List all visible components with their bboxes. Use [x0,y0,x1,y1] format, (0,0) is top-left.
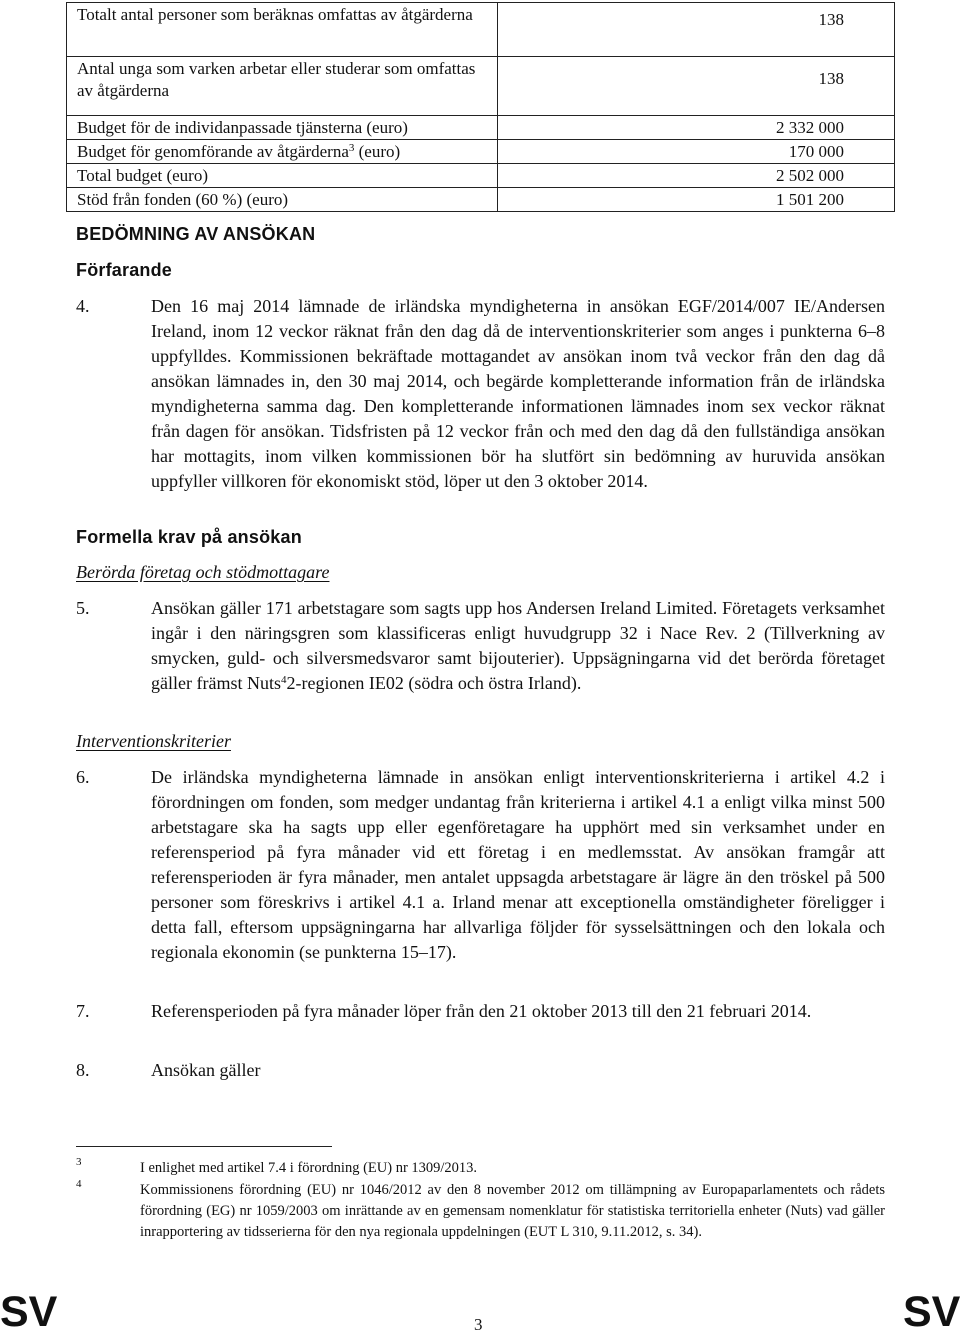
footer-language-left: SV [0,1288,58,1336]
footnote-text: Kommissionens förordning (EU) nr 1046/2012 av den 8 november 2012 om tillämpning av Europaparlamentets och rådets förordning (EG) nr 1059/2003 om inrättande av en gemensam nomenklatur för statistiska territoriella enheter (Nuts) vad gäller inrapportering av tidsserierna för den nya regionala uppdelningen (EUT L 310, 9.11.2012, s. 34). [140,1182,885,1240]
row-label: Antal unga som varken arbetar eller studerar som omfattas av åtgärderna [67,57,498,116]
footnote-separator [76,1146,332,1147]
row-label-text: Budget för genomförande av åtgärderna [77,142,349,161]
paragraph-4 [76,294,885,494]
row-label: Total budget (euro) [67,164,498,188]
table-row [67,140,895,164]
row-label [67,140,498,164]
footnote-mark: 3 [76,1156,82,1168]
table-row [67,116,895,140]
paragraph-number: 5. [76,598,90,618]
page-number: 3 [474,1315,483,1334]
paragraph-text-part: Ansökan gäller 171 arbetstagare som sagts upp hos Andersen Ireland Limited. Företagets verksamhet ingår i den näringsgren som klassificeras enligt huvudgrupp 32 i Nace Rev. 2 (Tillverkning av smycken, guld- och silversmedsvaror samt bijouterier). Uppsägningarna vid det berörda företaget gäller främst Nuts [151,598,885,693]
subheading-criteria: Interventionskriterier [76,731,231,751]
row-value: 138 [498,57,895,116]
budget-table [66,2,895,212]
paragraph-5 [76,596,885,696]
footnote-text: I enlighet med artikel 7.4 i förordning (EU) nr 1309/2013. [140,1160,478,1176]
row-label: Totalt antal personer som beräknas omfattas av åtgärderna [67,3,498,57]
section-heading: BEDÖMNING AV ANSÖKAN [76,224,316,244]
table-row [67,57,895,116]
paragraph-number: 8. [76,1060,90,1080]
row-label: Stöd från fonden (60 %) (euro) [67,188,498,212]
row-value: 2 332 000 [498,116,895,140]
paragraph-text: Ansökan gäller [151,1060,261,1080]
footnote-ref[interactable]: 4 [280,674,287,686]
subheading-affected: Berörda företag och stödmottagare [76,562,330,582]
footnote-3 [76,1158,885,1179]
row-value: 170 000 [498,140,895,164]
paragraph-number: 4. [76,296,90,316]
paragraph-7 [76,999,885,1024]
paragraph-number: 6. [76,767,90,787]
row-label: Budget för de individanpassade tjänsterna (euro) [67,116,498,140]
paragraph-number: 7. [76,1001,90,1021]
paragraph-text: De irländska myndigheterna lämnade in ansökan enligt interventionskriterierna i artikel 4.2 i förordningen om fonden, som medger undantag från kriterierna i artikel 4.1 a enligt vilka minst 500 arbetstagare ska ha sagts upp eller egenföretagare ha upphört med sin verksamhet under en referensperiod på fyra månader vid ett företag i en medlemsstat. Av ansökan framgår att referensperioden är fyra månader, men antalet uppsagda arbetstagare är lägre än den tröskel på 500 personer som föreskrivs i artikel 4.1 a. Irland menar att exceptionella omständigheter föreligger i detta fall, eftersom uppsägningarna har allvarliga följder för sysselsättningen och den lokala och regionala ekonomin (se punkterna 15–17). [151,767,885,962]
row-value: 1 501 200 [498,188,895,212]
footnote-mark: 4 [76,1178,82,1190]
row-value: 2 502 000 [498,164,895,188]
footer-language-right: SV [903,1288,960,1336]
row-value: 138 [498,3,895,57]
subsection-heading-formal: Formella krav på ansökan [76,527,302,547]
subsection-heading-procedure: Förfarande [76,260,173,280]
paragraph-text: Referensperioden på fyra månader löper från den 21 oktober 2013 till den 21 februari 2014. [151,1001,812,1021]
footnote-ref[interactable]: 3 [348,142,355,154]
row-label-suffix: (euro) [354,142,401,161]
table-row [67,164,895,188]
table-row [67,188,895,212]
paragraph-text-part: 2-regionen IE02 (södra och östra Irland). [286,673,582,693]
footnote-4 [76,1180,885,1243]
paragraph-text: Den 16 maj 2014 lämnade de irländska myndigheterna in ansökan EGF/2014/007 IE/Andersen Ireland, inom 12 veckor räknat från den dag då de interventionskriterier som anges i punkterna 6–8 uppfylldes. Kommissionen bekräftade mottagandet av ansökan inom två veckor från den dag då ansökan lämnades in, den 30 maj 2014, och begärde kompletterande information från de irländska myndigheterna samma dag. Den kompletterande informationen lämnades inom sex veckor räknat från dagen för ansökan. Tidsfristen på 12 veckor från och med den dag då den fullständiga ansökan har mottagits, inom vilken kommissionen bör ha slutfört sin bedömning av huruvida ansökan uppfyller villkoren för ekonomiskt stöd, löper ut den 3 oktober 2014. [151,296,885,491]
paragraph-text [151,596,885,696]
table-row [67,3,895,57]
paragraph-6 [76,765,885,965]
paragraph-8 [76,1058,885,1083]
